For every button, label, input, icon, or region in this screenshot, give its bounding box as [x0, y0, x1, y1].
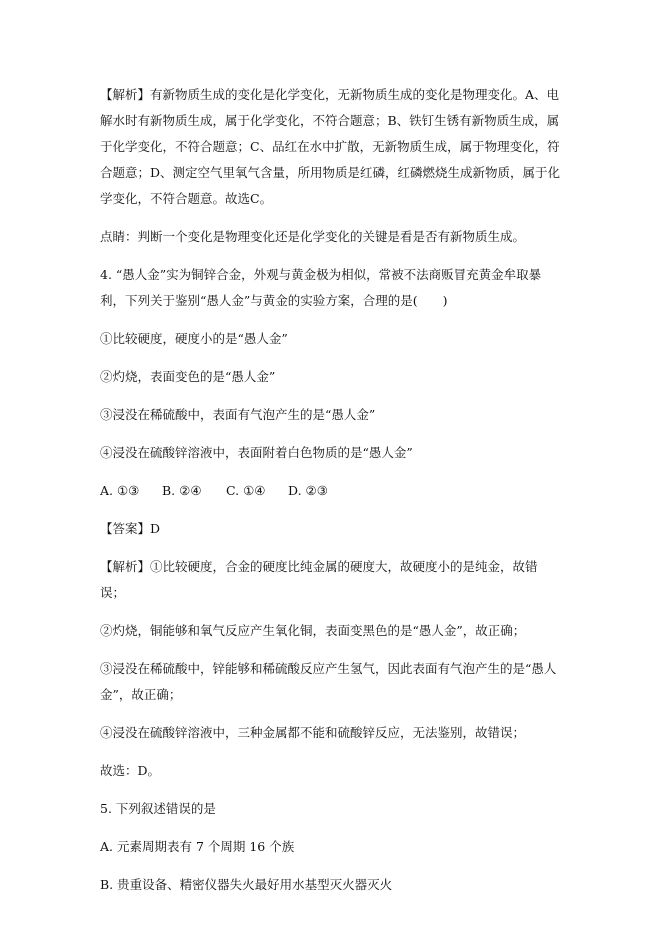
q5-stem: 5. 下列叙述错误的是 [100, 801, 216, 816]
q4-item-2: ②灼烧，表面变色的是“愚人金” [100, 369, 276, 384]
q4-item-1: ①比较硬度，硬度小的是“愚人金” [100, 331, 288, 346]
q4-answer: 【答案】D [100, 521, 161, 536]
q4-options [100, 478, 562, 504]
q5-option-b: B. 贵重设备、精密仪器失火最好用水基型灭火器灭火 [100, 877, 393, 892]
q4-analysis-1: 【解析】①比较硬度，合金的硬度比纯金属的硬度大，故硬度小的是纯金，故错误； [100, 559, 538, 600]
document-page [100, 82, 562, 898]
q4-option-c: C. ①④ [226, 483, 266, 498]
q4-analysis-5: 故选：D。 [100, 763, 161, 778]
q4-option-a: A. ①③ [100, 483, 140, 498]
q5-option-a: A. 元素周期表有 7 个周期 16 个族 [100, 839, 295, 854]
q4-analysis-3: ③浸没在稀硫酸中，锌能够和稀硫酸反应产生氢气，因此表面有气泡产生的是“愚人金”，故正确； [100, 661, 557, 702]
q4-analysis-2: ②灼烧，铜能够和氧气反应产生氧化铜，表面变黑色的是“愚人金”，故正确； [100, 623, 526, 638]
q4-item-3: ③浸没在稀硫酸中，表面有气泡产生的是“愚人金” [100, 407, 376, 422]
q4-analysis-4: ④浸没在硫酸锌溶液中，三种金属都不能和硫酸锌反应，无法鉴别，故错误； [100, 725, 526, 740]
q4-stem: 4. “愚人金”实为铜锌合金，外观与黄金极为相似，常被不法商贩冒充黄金牟取暴利，下列关于鉴别“愚人金”与黄金的实验方案，合理的是( ) [100, 267, 542, 308]
q3-note: 点睛：判断一个变化是物理变化还是化学变化的关键是看是否有新物质生成。 [100, 229, 526, 244]
q4-option-d: D. ②③ [288, 483, 328, 498]
q4-option-b: B. ②④ [162, 483, 202, 498]
q3-analysis: 【解析】有新物质生成的变化是化学变化，无新物质生成的变化是物理变化。A、电解水时有新物质生成，属于化学变化，不符合题意；B、铁钉生锈有新物质生成，属于化学变化，不符合题意；C、品红在水中扩散，无新物质生成，属于物理变化，符合题意；D、测定空气里氧气含量，所用物质是红磷，红磷燃烧生成新物质，属于化学变化，不符合题意。故选C。 [100, 87, 561, 206]
q4-item-4: ④浸没在硫酸锌溶液中，表面附着白色物质的是“愚人金” [100, 445, 413, 460]
